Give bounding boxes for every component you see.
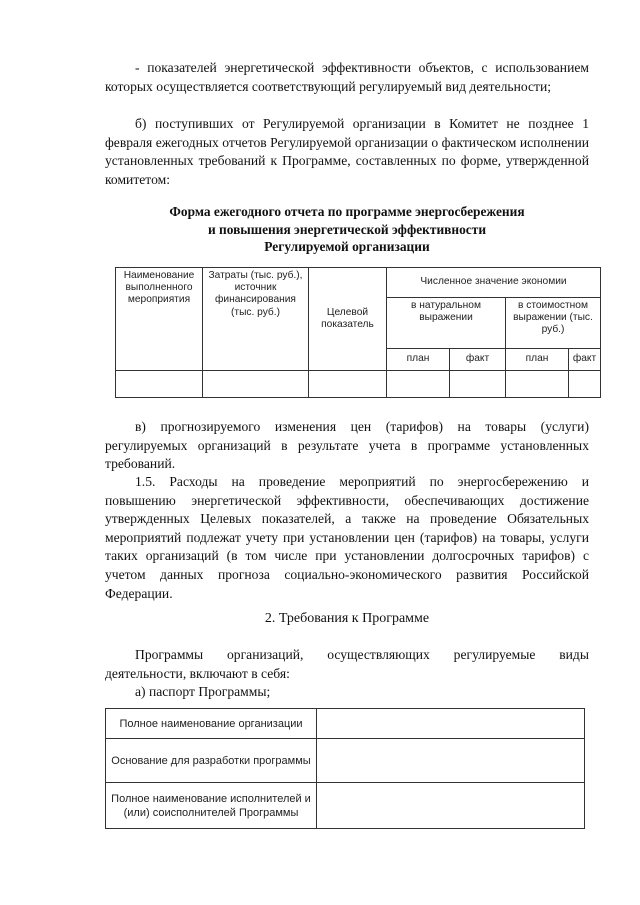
table-cell xyxy=(309,371,387,398)
header-target-indicator: Целевой показатель xyxy=(309,268,387,371)
header-natural-fact: факт xyxy=(450,349,506,371)
form-title-line-2: и повышения энергетической эффективности xyxy=(207,221,487,237)
table-row xyxy=(106,709,585,739)
header-cost-fact: факт xyxy=(569,349,601,371)
paragraph-annual-reports: б) поступивших от Регулируемой организации в Комитет не позднее 1 февраля ежегодных отчетов Регулируемой организации о фактическом исполнении установленных требований к Программе, составленных по форме, утвержденной комитетом: xyxy=(105,116,589,187)
table-cell xyxy=(387,371,450,398)
passport-basis-value xyxy=(317,739,585,783)
table-row xyxy=(106,783,585,829)
paragraph-passport: а) паспорт Программы; xyxy=(135,684,271,699)
program-passport-table xyxy=(105,708,585,829)
passport-executors-label: Полное наименование исполнителей и (или) соисполнителей Программы xyxy=(106,783,317,829)
header-natural-terms: в натуральном выражении xyxy=(387,298,506,349)
header-savings: Численное значение экономии xyxy=(387,268,601,298)
passport-org-name-value xyxy=(317,709,585,739)
paragraph-1-5-expenses: 1.5. Расходы на проведение мероприятий по энергосбережению и повышению энергетической эффективности, обеспечивающих достижение утвержденных Целевых показателей, а также на проведение Обязательных мероприятий подлежат учету при установлении цен (тарифов) на товары, услуги таких организаций (в том числе при установлении долгосрочных тарифов) с учетом данных прогноза социально-экономического развития Российской Федерации. xyxy=(105,474,589,601)
header-cost-plan: план xyxy=(506,349,569,371)
table-row xyxy=(116,371,601,398)
form-title-line-3: Регулируемой организации xyxy=(264,239,430,254)
passport-org-name-label: Полное наименование организации xyxy=(106,709,317,739)
table-row xyxy=(106,739,585,783)
paragraph-programs-include: Программы организаций, осуществляющих регулируемые виды деятельности, включают в себя: xyxy=(105,647,589,681)
paragraph-price-forecast: в) прогнозируемого изменения цен (тарифов) на товары (услуги) регулируемых организаций в результате учета в программе установленных требований. xyxy=(105,419,589,472)
section-heading: 2. Требования к Программе xyxy=(264,611,430,626)
table-cell xyxy=(116,371,203,398)
table-cell xyxy=(450,371,506,398)
form-title xyxy=(105,203,589,256)
header-natural-plan: план xyxy=(387,349,450,371)
form-title-line-1: Форма ежегодного отчета по программе энергосбережения xyxy=(169,204,525,219)
table-cell xyxy=(569,371,601,398)
paragraph-energy-indicators: - показателей энергетической эффективности объектов, с использованием которых осуществляется соответствующий регулируемый вид деятельности; xyxy=(105,60,589,94)
passport-basis-label: Основание для разработки программы xyxy=(106,739,317,783)
header-costs: Затраты (тыс. руб.), источник финансирования (тыс. руб.) xyxy=(203,268,309,371)
header-activity-name: Наименование выполненного мероприятия xyxy=(116,268,203,371)
table-cell xyxy=(203,371,309,398)
passport-executors-value xyxy=(317,783,585,829)
table-cell xyxy=(506,371,569,398)
header-cost-terms: в стоимостном выражении (тыс. руб.) xyxy=(506,298,601,349)
annual-report-table xyxy=(115,267,601,398)
